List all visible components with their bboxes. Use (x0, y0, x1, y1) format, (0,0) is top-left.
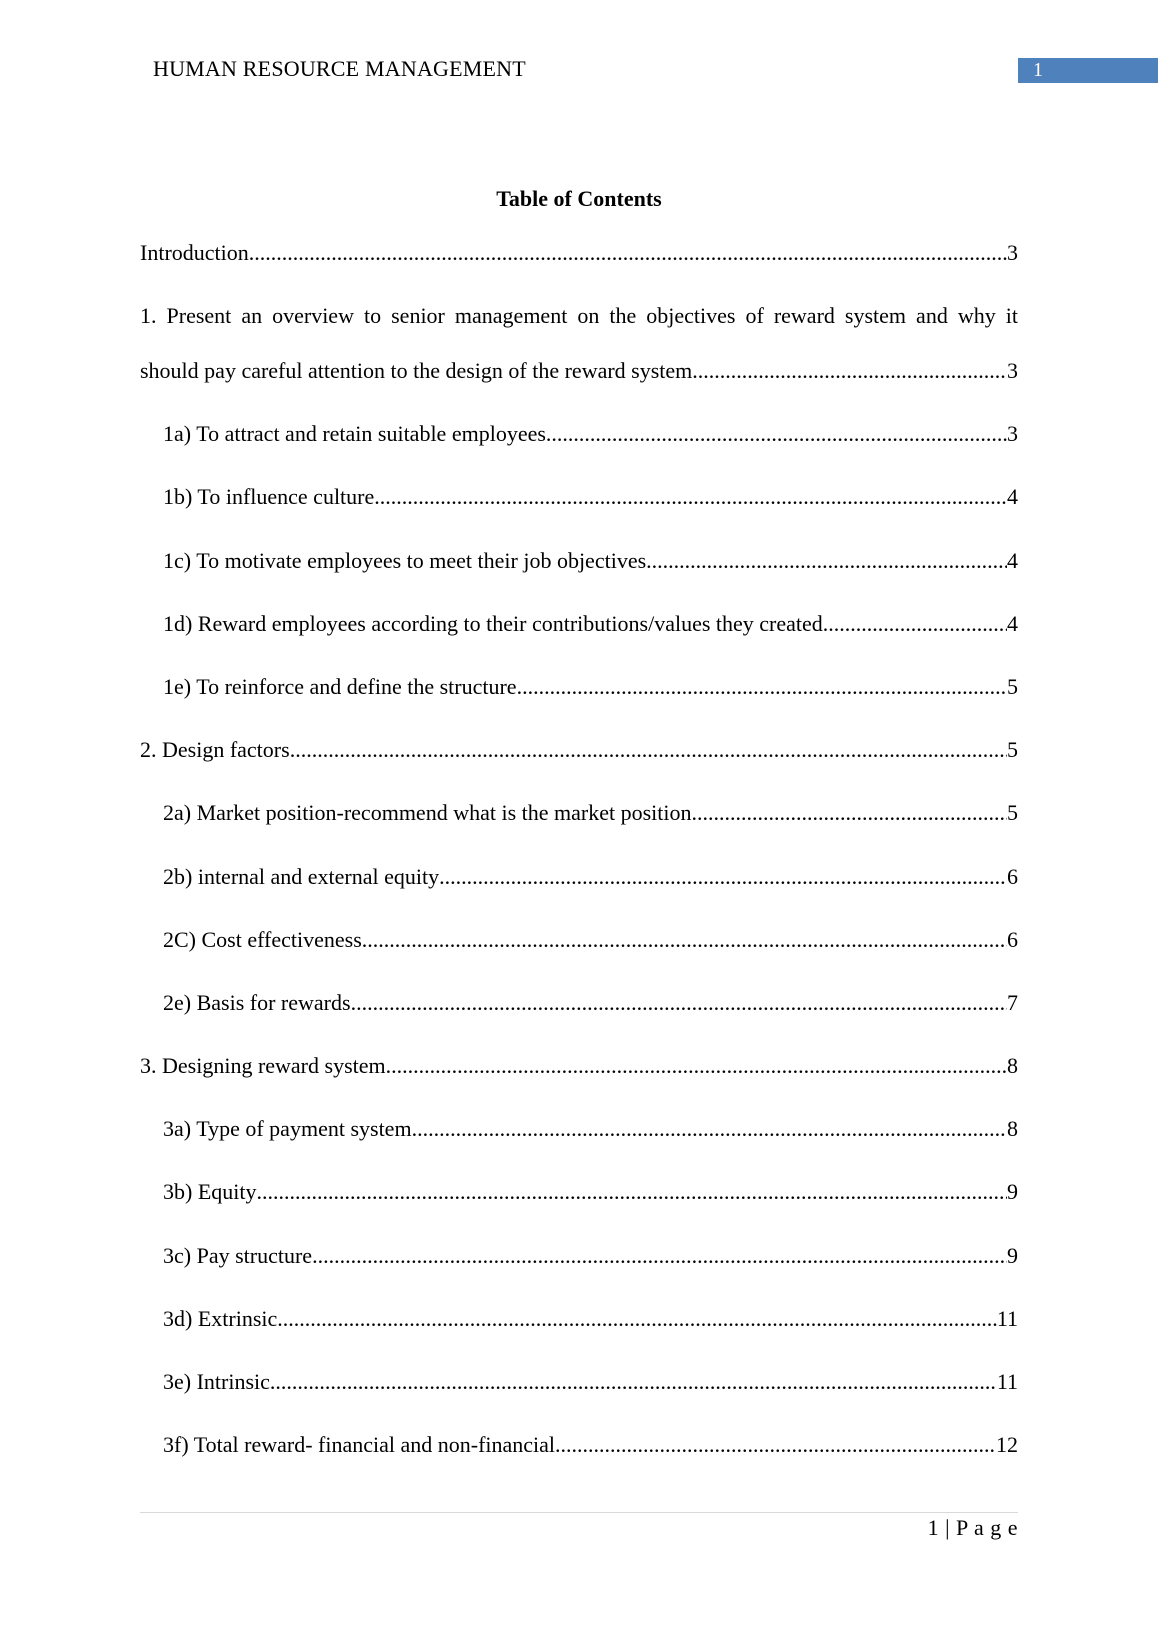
toc-entry-page: 4 (1007, 611, 1018, 636)
dot-leader (270, 1367, 997, 1397)
toc-entry-1e[interactable] (163, 672, 1018, 702)
toc-entry-label: 2a) Market position-recommend what is the market position (163, 800, 692, 825)
toc-entry-2a[interactable] (163, 798, 1018, 828)
toc-entry-label: should pay careful attention to the design of the reward system (140, 358, 693, 383)
toc-entry-3d[interactable] (163, 1304, 1018, 1334)
dot-leader (290, 735, 1007, 765)
dot-leader (312, 1241, 1007, 1271)
toc-entry-label: 1b) To influence culture (163, 484, 375, 509)
toc-entry-label: 3b) Equity (163, 1179, 257, 1204)
toc-entry-1c[interactable] (163, 546, 1018, 576)
toc-entry-page: 12 (996, 1432, 1018, 1457)
toc-entry-page: 6 (1007, 864, 1018, 889)
toc-entry-page: 6 (1007, 927, 1018, 952)
dot-leader (362, 925, 1007, 955)
toc-entry-page: 9 (1007, 1243, 1018, 1268)
toc-entry-section-1-line-1[interactable]: 1. Present an overview to senior management on the objectives of reward system and why it (140, 303, 1018, 328)
dot-leader (646, 546, 1007, 576)
toc-entry-introduction[interactable] (140, 238, 1018, 268)
toc-entry-label: 2C) Cost effectiveness (163, 927, 362, 952)
toc-entry-page: 4 (1007, 548, 1018, 573)
dot-leader (249, 238, 1007, 268)
toc-entry-label: 2. Design factors (140, 737, 290, 762)
toc-entry-page: 11 (996, 1369, 1018, 1394)
dot-leader (439, 862, 1007, 892)
toc-entry-2e[interactable] (163, 988, 1018, 1018)
toc-entry-label: 1d) Reward employees according to their contributions/values they created (163, 611, 823, 636)
toc-entry-label: 2b) internal and external equity (163, 864, 440, 889)
dot-leader (555, 1430, 996, 1460)
toc-entry-section-1[interactable] (140, 356, 1018, 386)
dot-leader (277, 1304, 997, 1334)
toc-entry-page: 8 (1007, 1116, 1018, 1141)
toc-entry-1a[interactable] (163, 419, 1018, 449)
toc-entry-page: 5 (1007, 674, 1018, 699)
toc-entry-page: 9 (1007, 1179, 1018, 1204)
dot-leader (412, 1114, 1007, 1144)
footer-page-label: 1 | P a g e (927, 1515, 1018, 1540)
toc-entry-label: 1c) To motivate employees to meet their job objectives (163, 548, 647, 573)
toc-entry-2c[interactable] (163, 925, 1018, 955)
dot-leader (257, 1177, 1008, 1207)
toc-entry-page: 7 (1007, 990, 1018, 1015)
toc-entry-3f[interactable] (163, 1430, 1018, 1460)
toc-entry-label: 3c) Pay structure (163, 1243, 313, 1268)
toc-entry-label: 1e) To reinforce and define the structure (163, 674, 517, 699)
toc-entry-2b[interactable] (163, 862, 1018, 892)
toc-entry-label: 2e) Basis for rewards (163, 990, 351, 1015)
toc-entry-3e[interactable] (163, 1367, 1018, 1397)
toc-entry-section-3[interactable] (140, 1051, 1018, 1081)
toc-entry-label: 3e) Intrinsic (163, 1369, 270, 1394)
toc-entry-label: 3. Designing reward system (140, 1053, 386, 1078)
toc-entry-1b[interactable] (163, 482, 1018, 512)
toc-entry-label: 1a) To attract and retain suitable employees (163, 421, 546, 446)
dot-leader (351, 988, 1007, 1018)
toc-heading: Table of Contents (496, 186, 662, 211)
toc-entry-3a[interactable] (163, 1114, 1018, 1144)
toc-entry-label: Introduction (140, 240, 249, 265)
toc-entry-section-2[interactable] (140, 735, 1018, 765)
dot-leader (823, 609, 1007, 639)
header-page-number: 1 (1018, 58, 1158, 83)
toc-entry-page: 5 (1007, 737, 1018, 762)
running-header-title: HUMAN RESOURCE MANAGEMENT (153, 56, 526, 81)
toc-entry-page: 5 (1007, 800, 1018, 825)
dot-leader (517, 672, 1007, 702)
toc-entry-label: 3f) Total reward- financial and non-financial (163, 1432, 556, 1457)
dot-leader (691, 798, 1007, 828)
dot-leader (374, 482, 1007, 512)
toc-entry-label: 3a) Type of payment system (163, 1116, 412, 1141)
toc-entry-page: 4 (1007, 484, 1018, 509)
toc-entry-label: 3d) Extrinsic (163, 1306, 278, 1331)
dot-leader (692, 356, 1007, 386)
toc-entry-1d[interactable] (163, 609, 1018, 639)
footer-divider (140, 1512, 1018, 1513)
dot-leader (386, 1051, 1007, 1081)
toc-entry-page: 3 (1007, 240, 1018, 265)
toc-entry-page: 8 (1007, 1053, 1018, 1078)
toc-entry-page: 11 (996, 1306, 1018, 1331)
toc-entry-page: 3 (1007, 358, 1018, 383)
dot-leader (546, 419, 1007, 449)
toc-entry-3b[interactable] (163, 1177, 1018, 1207)
toc-entry-page: 3 (1007, 421, 1018, 446)
toc-entry-3c[interactable] (163, 1241, 1018, 1271)
